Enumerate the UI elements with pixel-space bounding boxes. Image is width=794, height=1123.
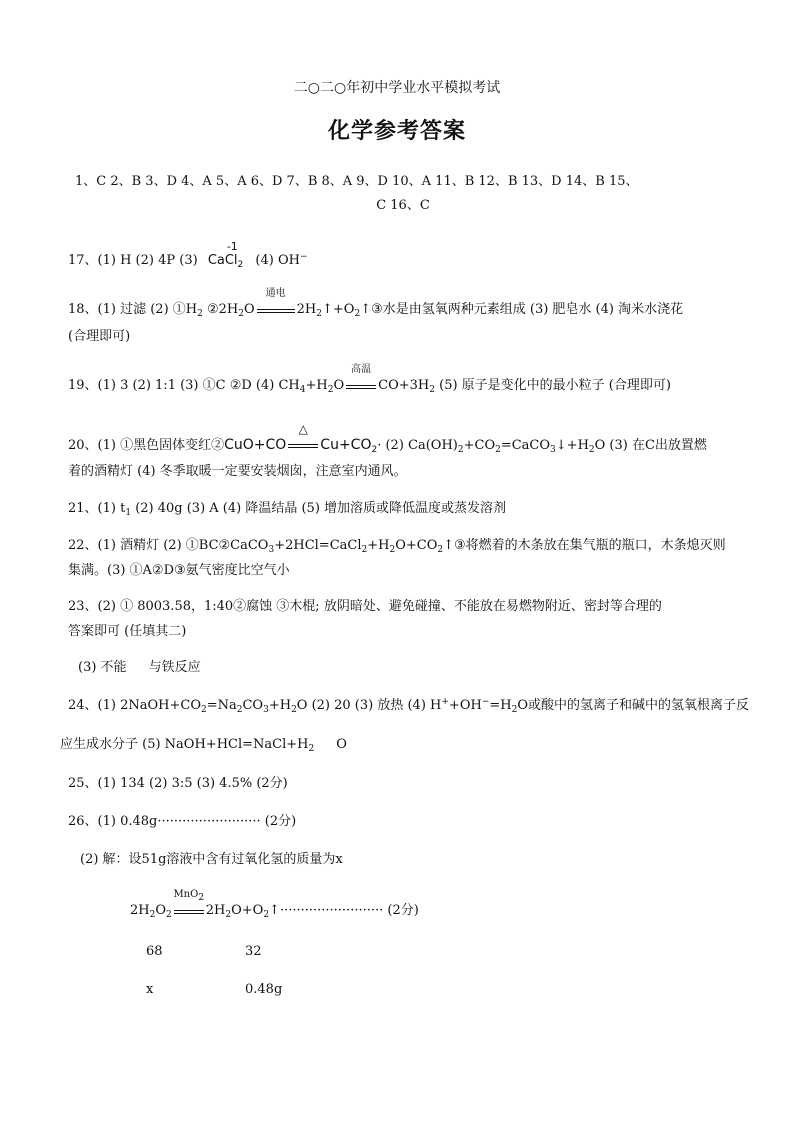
q18-sub: 2 [238,309,244,319]
eq-right: Cu+CO [320,437,372,453]
q22-part-e: ↑③将燃着的木条放在集气瓶的瓶口，木条熄灭则 [443,538,726,553]
answer-25: 25、(1) 134 (2) 3:5 (3) 4.5% (2分) [68,776,288,791]
answer-18-line1 [68,288,684,319]
q24-sub: 2 [291,705,297,715]
answer-24-line1 [68,697,749,715]
q18-sub: 2 [197,309,203,319]
heat-triangle: △ [298,422,308,436]
q20-part-e: ↓+H [555,438,589,453]
cacl-text: CaCl [207,253,238,268]
q20-sub: 3 [550,445,556,455]
double-line-sign [174,910,204,914]
q26-part-b: O [155,903,167,918]
q20-part-c: +CO [463,438,496,453]
answer-20-line1 [68,422,707,455]
answer-17 [68,240,308,270]
ratio-row1-left: 68 [146,944,163,959]
co2-sub: 2 [371,445,378,455]
h-charge: + [441,697,449,707]
q24-part-c: CO [242,698,264,713]
answer-26-line2: (2) 解：设51g溶液中含有过氧化氢的质量为x [80,852,343,867]
q24-part-g: =H [489,698,512,713]
double-line-sign [288,444,318,448]
exam-title: 二○二○年初中学业水平模拟考试 [293,80,501,96]
ratio-row2-left: x [146,982,154,997]
q22-sub: 2 [389,545,396,555]
q20-sub: 2 [495,445,501,455]
q22-sub: 2 [361,545,368,555]
q24-sub: 2 [236,705,243,715]
q20-part-a: 20、(1) ①黑色固体变红② [68,438,225,453]
q23-part-b: 与铁反应 [148,660,201,675]
condition-label: 高温 [351,364,372,375]
q24-sub: 3 [263,705,269,715]
reaction-condition-high-temp [344,364,378,395]
t1-sub: 1 [125,508,132,518]
q22-part-d: O+CO [395,538,438,553]
q18-sub: 2 [316,309,322,319]
q26-part-a: 2H [130,903,150,918]
q20-part-f: O (3) 在C出放置燃 [594,438,707,453]
answer-21 [68,500,506,518]
q17-prefix: 17、(1) H (2) 4P (3) [68,253,198,268]
q18-part-d: 2H [296,302,317,317]
q22-part-a: 22、(1) 酒精灯 (2) ①BC②CaCO [68,538,269,553]
mno2-sub: 2 [198,893,205,903]
double-line-sign [257,309,295,313]
catalyst-label [172,889,206,901]
answer-24-line2 [60,736,347,754]
q26-sub: 2 [263,910,270,920]
q18-part-e: ↑+O [322,302,355,317]
q23-part-a: (3) 不能 [78,660,127,675]
q18-part-a: 18、(1) 过滤 (2) ①H [68,302,198,317]
ratio-row1-right: 32 [245,944,262,959]
q19-part-c: O [333,378,345,393]
reaction-condition-electrolysis [255,288,297,319]
q24-sub: 2 [308,744,315,754]
answer-19 [68,364,671,395]
document-title: 化学参考答案 [327,118,466,144]
reaction-condition-heat [286,422,320,454]
q20-sub: 2 [457,445,464,455]
q24-part-a: 24、(1) 2NaOH+CO [68,698,201,713]
q26-sub: 2 [149,910,156,920]
q18-part-f: ↑③水是由氢氧两种元素组成 (3) 肥皂水 (4) 淘米水浇花 [360,302,684,317]
q24-part-d: +H [268,698,292,713]
answer-23-line2: 答案即可 (任填其二) [68,624,187,639]
answers-1-16-line2: C 16、C [376,198,430,213]
q21-part-a: 21、(1) t [68,501,126,516]
q24-part-f: +OH [448,698,482,713]
cacl2-formula [207,240,244,270]
q19-sub: 2 [327,385,334,395]
answer-18-line2: (合理即可) [68,329,131,344]
q26-part-c: 2H [205,903,226,918]
oh-charge: − [481,697,490,707]
q22-sub: 2 [437,545,444,555]
answer-22-line2: 集满。(3) ①A②D③氨气密度比空气小 [68,563,290,578]
ratio-row2-right: 0.48g [245,982,283,997]
eq-left: CuO+CO [224,437,287,453]
q19-sub: 2 [429,385,435,395]
q21-part-b: (2) 40g (3) A (4) 降温结晶 (5) 增加溶质或降低温度或蒸发溶剂 [131,501,507,516]
answer-23-line1: 23、(2) ① 8003.58，1:40②腐蚀 ③木棍; 放阴暗处、避免碰撞、不能放在易燃物附近、密封等合理的 [68,599,662,614]
answer-26-line1: 26、(1) 0.48g························· (2分) [68,814,297,829]
q20-part-d: =CaCO [500,438,551,453]
q26-sub: 2 [166,910,172,920]
q18-sub: 2 [354,309,361,319]
q24-part-h: O或酸中的氢离子和碱中的氢氧根离子反 [517,698,749,713]
q24-line2-a: 应生成水分子 (5) NaOH+HCl=NaCl+H [60,737,309,752]
oh-charge: − [299,252,308,262]
cuo-equation [224,422,378,455]
reaction-condition-catalyst [172,889,206,920]
q22-part-b: +2HCl=CaCl [274,538,362,553]
q18-part-b: ②2H [202,302,239,317]
q24-sub: 2 [200,705,207,715]
condition-label: 通电 [265,288,286,299]
cacl-sub: 2 [237,260,244,270]
mno-text: MnO [173,889,199,900]
q19-part-b: +H [305,378,328,393]
q22-part-c: +H [367,538,390,553]
q20-sub: 2 [588,445,595,455]
q22-sub: 3 [268,545,275,555]
double-line-sign [346,385,376,389]
q24-sub: 2 [511,705,518,715]
q26-sub: 2 [225,910,232,920]
answer-26-equation [130,889,419,920]
answer-20-line2: 着的酒精灯 (4) 冬季取暖一定要安装烟囱，注意室内通风。 [68,464,407,479]
q26-part-d: O+O [231,903,264,918]
q20-part-b: · (2) Ca(OH) [377,438,458,453]
q19-sub: 4 [299,385,306,395]
q26-part-e: ↑························· (2分) [269,903,419,918]
q24-line2-b: O [336,737,347,752]
answer-22-line1 [68,537,726,555]
q19-part-e: (5) 原子是变化中的最小粒子 (合理即可) [434,378,671,393]
answer-23-line3 [78,659,201,677]
q19-part-a: 19、(1) 3 (2) 1:1 (3) ①C ②D (4) CH [68,378,300,393]
answers-1-16-line1: 1、C 2、B 3、D 4、A 5、A 6、D 7、B 8、A 9、D 10、A 11、B 12、B 13、D 14、B 15、 [75,174,639,189]
q24-part-b: =Na [206,698,237,713]
q17-suffix: (4) OH [255,253,300,268]
q19-part-d: CO+3H [378,378,430,393]
valence-mark: -1 [226,240,238,253]
q24-part-e: O (2) 20 (3) 放热 (4) H [296,698,442,713]
q18-part-c: O [243,302,255,317]
